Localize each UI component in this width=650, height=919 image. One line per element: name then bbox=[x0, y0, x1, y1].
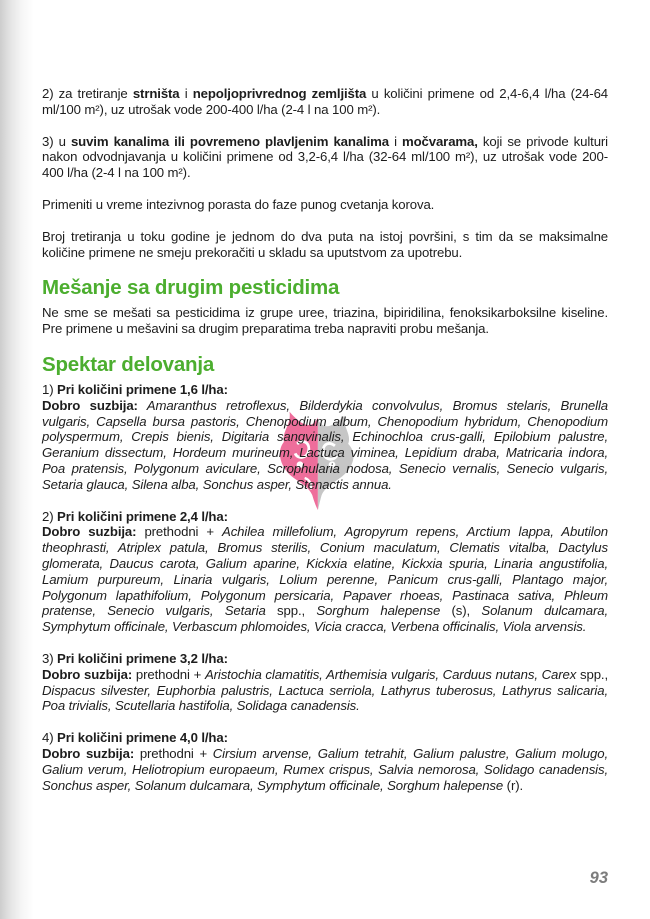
text-segment: Dobro suzbija: bbox=[42, 397, 138, 413]
text-segment: 2) bbox=[42, 508, 58, 524]
dose-title bbox=[42, 382, 608, 398]
text-segment: 3) bbox=[42, 650, 58, 666]
text-segment: močvarama, bbox=[402, 133, 478, 149]
dose-title bbox=[42, 730, 608, 746]
text-segment: Dobro suzbija: bbox=[42, 524, 137, 540]
text-segment: koji se privode kulturi nakon odvodnjavanja u količini primene od 3,2-6,4 l/ha (32-64 ml/100 m²), uz utrošak vode 200-400 l/ha (2-4 l na 100 m²). bbox=[42, 133, 608, 181]
text-segment: prethodni + bbox=[132, 666, 205, 682]
text-segment: u količini primene od 2,4-6,4 l/ha (24-64 ml/100 m²), uz utrošak vode 200-400 l/ha (2-4 l na 100 m²). bbox=[42, 86, 608, 117]
text-segment: Dobro suzbija: bbox=[42, 745, 135, 761]
text-segment: Pri količini primene 1,6 l/ha: bbox=[57, 381, 228, 397]
page-content bbox=[42, 86, 608, 809]
paragraph bbox=[42, 305, 608, 337]
page-gutter-shadow bbox=[0, 0, 34, 919]
text-segment: Pri količini primene 2,4 l/ha: bbox=[57, 508, 228, 524]
text-segment: 4) bbox=[42, 730, 58, 746]
text-segment: 3) u bbox=[42, 133, 71, 149]
text-segment: Dobro suzbija: bbox=[42, 666, 133, 682]
text-segment: Achilea millefolium, Agropyrum repens, Arctium lappa, Abutilon theophrasti, Atriplex patula, Bromus sterilis, Conium maculatum, Clematis vitalba, Dactylus glomerata, Daucus carota, Galium aparine, Kickxia elatine, Kickxia spuria, Linaria angustifolia, Lamium purpureum, Linaria vulgaris, Lolium perenne, Panicum crus-galli, Plantago major, Polygonum lapathifolium, Polygonum persicaria, Papaver rhoeas, Pastinaca sativa, Phleum pratense, Senecio vulgaris, Setaria bbox=[42, 524, 609, 619]
paragraph bbox=[42, 86, 608, 118]
text-segment: Ne sme se mešati sa pesticidima iz grupe uree, triazina, bipiridilina, fenoksikarboksilne kiseline. Pre primene u mešavini sa drugim preparatima treba napraviti probu mešanja. bbox=[42, 305, 608, 337]
text-segment: Primeniti u vreme intezivnog porasta do faze punog cvetanja korova. bbox=[42, 196, 435, 212]
text-segment: suvim kanalima ili povremeno plavljenim kanalima bbox=[70, 133, 389, 149]
text-segment: Solanum dulcamara, Symphytum officinale, Verbascum phlomoides, Vicia cracca, Verbena officinalis, Viola arvensis. bbox=[42, 603, 609, 635]
section-heading: Spektar delovanja bbox=[42, 352, 215, 376]
text-segment: 1) bbox=[42, 381, 58, 397]
text-segment: 2) za tretiranje bbox=[42, 86, 133, 101]
species-list bbox=[42, 524, 608, 635]
page-number: 93 bbox=[589, 869, 608, 887]
text-segment: nepoljoprivrednog zemljišta bbox=[192, 86, 367, 101]
text-segment: Cirsium arvense, Galium tetrahit, Galium palustre, Galium molugo, Galium verum, Heliotropium europaeum, Rumex crispus, Salvia nemorosa, Solidago canadensis, Sonchus asper, Solanum dulcamara, Symphytum officinale, Sorghum halepense bbox=[42, 745, 608, 793]
text-segment: Broj tretiranja u toku godine je jednom do dva puta na istoj površini, s tim da se maksimalne količine primene ne smeju prekoračiti u skladu sa uputstvom za upotrebu. bbox=[42, 228, 608, 260]
text-segment: (r). bbox=[503, 777, 524, 793]
text-segment: i bbox=[179, 86, 193, 101]
text-segment: Aristochia clamatitis, Arthemisia vulgaris, Carduus nutans, Carex bbox=[204, 666, 577, 682]
dose-title bbox=[42, 509, 608, 525]
text-segment: Amaranthus retroflexus, Bilderdykia convolvulus, Bromus stelaris, Brunella vulgaris, Capsella bursa pastoris, Chenopodium album, Chenopodium hybridum, Chenopodium polyspermum, Crepis bienis, Digitaria sangvinalis, Echinochloa crus-galli, Epilobium palustre, Geranium dissectum, Hordeum murineum, Lactuca viminea, Lepidium draba, Matricaria indora, Poa pratensis, Polygonum aviculare, Scrophularia nodosa, Senecio vernalis, Senecio vulgaris, Setaria glauca, Silena alba, Sonchus asper, Stenactis annua. bbox=[42, 397, 608, 492]
text-segment: strništa bbox=[132, 86, 180, 101]
species-list bbox=[42, 398, 608, 493]
text-segment: spp., bbox=[265, 603, 317, 619]
text-segment: spp., bbox=[576, 666, 608, 682]
section-heading: Mešanje sa drugim pesticidima bbox=[42, 276, 340, 300]
text-segment: prethodni + bbox=[134, 745, 213, 761]
text-segment: i bbox=[388, 133, 402, 149]
paragraph bbox=[42, 197, 608, 213]
text-segment: Pri količini primene 4,0 l/ha: bbox=[57, 730, 228, 746]
text-segment: Sorghum halepense bbox=[316, 603, 441, 619]
dose-title bbox=[42, 651, 608, 667]
paragraph bbox=[42, 134, 608, 181]
text-segment: (s), bbox=[440, 603, 482, 619]
species-list bbox=[42, 746, 608, 793]
paragraph bbox=[42, 229, 608, 261]
text-segment: prethodni + bbox=[136, 524, 223, 540]
text-segment: Dispacus silvester, Euphorbia palustris, Lactuca serriola, Lathyrus tuberosus, Lathyrus salicaria, Poa trivialis, Scutellaria hastifolia, Solidaga canadensis. bbox=[42, 682, 608, 714]
text-segment: Pri količini primene 3,2 l/ha: bbox=[57, 650, 228, 666]
species-list bbox=[42, 667, 608, 714]
